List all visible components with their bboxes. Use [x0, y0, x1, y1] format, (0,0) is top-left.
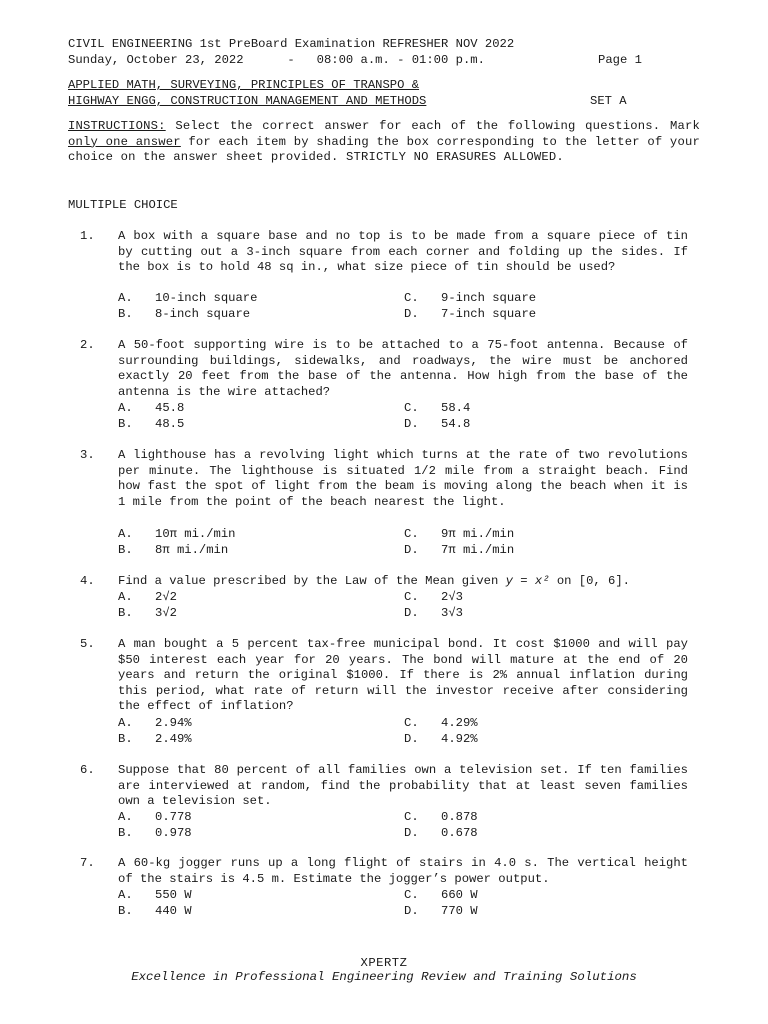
question-stem: Suppose that 80 percent of all families own a television set. If ten families are interviewed at random, find the probability that at least seven families own a television set. — [118, 763, 688, 809]
option-d: D. 7π mi./min — [404, 543, 515, 557]
question-number: 2. — [80, 338, 95, 352]
question-number: 4. — [80, 574, 95, 588]
option-a: A. 550 W — [118, 888, 192, 902]
option-c: C. 58.4 — [404, 401, 471, 415]
option-b: B. 3√2 — [118, 606, 177, 620]
exam-schedule: Sunday, October 23, 2022 - 08:00 a.m. - 01:00 p.m. — [68, 53, 485, 67]
option-c: C. 9-inch square — [404, 291, 537, 305]
question-stem: A 60-kg jogger runs up a long flight of stairs in 4.0 s. The vertical height of the stairs is 4.5 m. Estimate the jogger’s power output. — [118, 856, 688, 886]
option-a: A. 0.778 — [118, 810, 192, 824]
page-number: Page 1 — [598, 53, 642, 67]
option-d: D. 7-inch square — [404, 307, 537, 321]
section-title: MULTIPLE CHOICE — [68, 198, 178, 212]
option-c: C. 0.878 — [404, 810, 478, 824]
option-b: B. 2.49% — [118, 732, 192, 746]
question-stem: A box with a square base and no top is to be made from a square piece of tin by cutting out a 3-inch square from each corner and folding up the sides. If the box is to hold 48 sq in., what size piece of tin should be used? — [118, 229, 688, 275]
question-number: 1. — [80, 229, 95, 243]
question-stem: A lighthouse has a revolving light which turns at the rate of two revolutions per minute. The lighthouse is situated 1/2 mile from a straight beach. Find how fast the spot of light from the beam is moving along the beach when it is 1 mile from the point of the beach nearest the light. — [118, 448, 688, 509]
option-c: C. 660 W — [404, 888, 478, 902]
exam-title: CIVIL ENGINEERING 1st PreBoard Examination REFRESHER NOV 2022 — [68, 37, 515, 51]
option-b: B. 440 W — [118, 904, 192, 918]
footer-organization: XPERTZ — [360, 956, 408, 970]
instructions — [68, 119, 700, 166]
question-stem: Find a value prescribed by the Law of the Mean given y = x² on [0, 6]. — [118, 574, 630, 588]
instructions-text-1: Select the correct answer for each of the following questions. Mark — [165, 119, 700, 133]
subject-line-2: HIGHWAY ENGG, CONSTRUCTION MANAGEMENT AND METHODS — [68, 94, 427, 108]
instructions-text-2: for each item by shading the box corresponding to the letter of your choice on the answer sheet provided. STRICTLY NO ERASURES ALLOWED. — [68, 134, 700, 165]
option-c: C. 2√3 — [404, 590, 463, 604]
option-b: B. 8π mi./min — [118, 543, 229, 557]
option-a: A. 2.94% — [118, 716, 192, 730]
option-b: B. 8-inch square — [118, 307, 251, 321]
question-number: 5. — [80, 637, 95, 651]
question-number: 7. — [80, 856, 95, 870]
set-label: SET A — [590, 94, 627, 108]
instructions-emphasis: only one answer — [68, 134, 181, 149]
option-c: C. 4.29% — [404, 716, 478, 730]
math-expression: y = x² — [505, 574, 550, 588]
question-stem: A 50-foot supporting wire is to be attached to a 75-foot antenna. Because of surrounding buildings, sidewalks, and roadways, the wire must be anchored exactly 20 feet from the base of the antenna. How high from the base of the antenna is the wire attached? — [118, 338, 688, 399]
option-b: B. 0.978 — [118, 826, 192, 840]
option-a: A. 45.8 — [118, 401, 185, 415]
footer-tagline: Excellence in Professional Engineering Review and Training Solutions — [131, 970, 637, 984]
subject-line-1: APPLIED MATH, SURVEYING, PRINCIPLES OF TRANSPO & — [68, 78, 420, 92]
instructions-label: INSTRUCTIONS: — [68, 119, 166, 133]
option-d: D. 4.92% — [404, 732, 478, 746]
option-a: A. 10-inch square — [118, 291, 258, 305]
option-a: A. 10π mi./min — [118, 527, 236, 541]
option-d: D. 54.8 — [404, 417, 471, 431]
option-b: B. 48.5 — [118, 417, 185, 431]
question-number: 3. — [80, 448, 95, 462]
question-number: 6. — [80, 763, 95, 777]
option-a: A. 2√2 — [118, 590, 177, 604]
option-d: D. 770 W — [404, 904, 478, 918]
option-c: C. 9π mi./min — [404, 527, 515, 541]
question-stem: A man bought a 5 percent tax-free municipal bond. It cost $1000 and will pay $50 interest each year for 20 years. The bond will mature at the end of 20 years and return the original $1000. If there is 2% annual inflation during this period, what rate of return will the investor receive after considering the effect of inflation? — [118, 637, 688, 714]
option-d: D. 0.678 — [404, 826, 478, 840]
option-d: D. 3√3 — [404, 606, 463, 620]
